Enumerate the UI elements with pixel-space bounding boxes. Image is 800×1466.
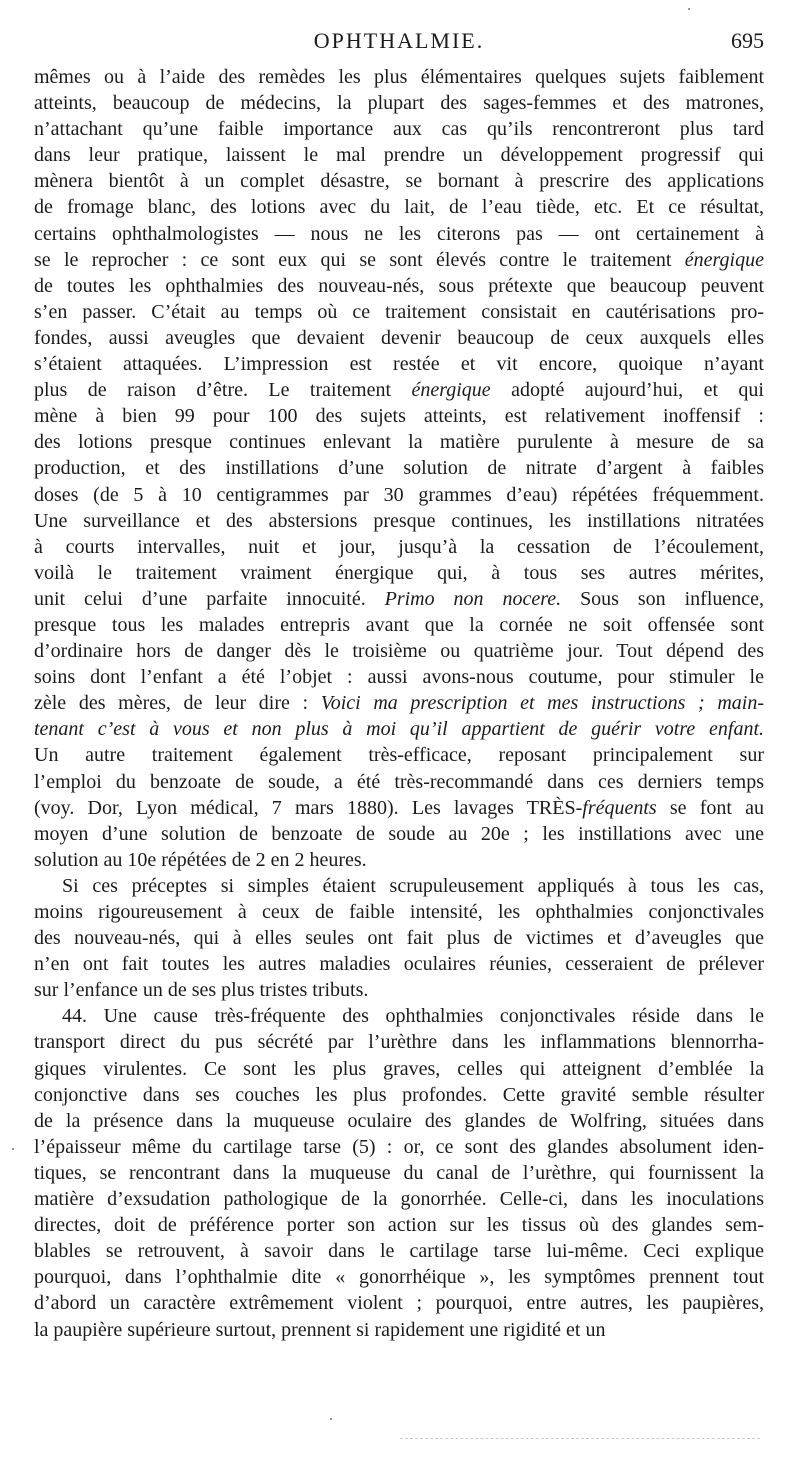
text-line: d’ordinaire hors de danger dès le troisième ou quatrième jour. Tout dépend des [34, 640, 764, 663]
text-line: se le reprocher : ce sont eux qui se sont élevés contre le traitement énergique [34, 248, 764, 271]
page-number: 695 [731, 28, 764, 53]
text-line: matière d’exsudation pathologique de la gonorrhée. Celle-ci, dans les inoculations [34, 1188, 764, 1211]
text-line: 44. Une cause très-fréquente des ophthalmies conjonctivales réside dans le [62, 1005, 764, 1028]
text-line: pourquoi, dans l’ophthalmie dite « gonorrhéique », les symptômes prennent tout [34, 1266, 764, 1289]
text-line: soins dont l’enfant a été l’objet : aussi avons-nous coutume, pour stimuler le [34, 666, 764, 689]
text-line: de toutes les ophthalmies des nouveau-nés, sous prétexte que beaucoup peuvent [34, 274, 764, 297]
text-line: mènera bientôt à un complet désastre, se bornant à prescrire des applications [34, 170, 764, 193]
print-speck [330, 1418, 332, 1420]
text-line: Un autre traitement également très-efficace, reposant principalement sur [34, 744, 764, 767]
text-line: Une surveillance et des abstersions presque continues, les instillations nitratées [34, 509, 764, 532]
text-line: atteints, beaucoup de médecins, la plupart des sages-femmes et des matrones, [34, 92, 764, 115]
text-line: sur l’enfance un de ses plus tristes tributs. [34, 979, 369, 1002]
text-line: zèle des mères, de leur dire : Voici ma prescription et mes instructions ; main- [34, 692, 764, 715]
text-line: fondes, aussi aveugles que devaient devenir beaucoup de ceux auxquels elles [34, 326, 764, 349]
text-line: moyen d’une solution de benzoate de soude au 20e ; les instillations avec une [34, 822, 764, 845]
text-line: l’épaisseur même du cartilage tarse (5) : or, ce sont des glandes absolument iden- [34, 1135, 764, 1158]
text-line: tiques, se rencontrant dans la muqueuse du canal de l’urèthre, qui fournissent la [34, 1161, 764, 1184]
text-line: la paupière supérieure surtout, prennent si rapidement une rigidité et un [34, 1318, 606, 1341]
text-line: l’emploi du benzoate de soude, a été très-recommandé dans ces derniers temps [34, 770, 764, 793]
text-line: doses (de 5 à 10 centigrammes par 30 grammes d’eau) répétées fréquemment. [34, 483, 764, 506]
text-line: certains ophthalmologistes — nous ne les citerons pas — ont certainement à [34, 222, 764, 245]
text-line: blables se retrouvent, à savoir dans le cartilage tarse lui-même. Ceci explique [34, 1240, 764, 1263]
text-line: à courts intervalles, nuit et jour, jusqu’à la cessation de l’écoulement, [34, 535, 764, 558]
text-line: tenant c’est à vous et non plus à moi qu’il appartient de guérir votre enfant. [34, 718, 764, 741]
text-line: (voy. Dor, Lyon médical, 7 mars 1880). Les lavages TRÈS-fréquents se font au [34, 796, 764, 819]
text-line: unit celui d’une parfaite innocuité. Primo non nocere. Sous son influence, [34, 587, 764, 610]
text-line: n’attachant qu’une faible importance aux cas qu’ils rencontreront plus tard [34, 118, 764, 141]
text-line: directes, doit de préférence porter son action sur les tissus où des glandes sem- [34, 1214, 764, 1237]
text-line: moins rigoureusement à ceux de faible intensité, les ophthalmies conjonctivales [34, 901, 764, 923]
print-artifact-line [400, 1438, 760, 1441]
text-line: plus de raison d’être. Le traitement énergique adopté aujourd’hui, et qui [34, 379, 764, 402]
running-header [34, 28, 764, 58]
text-line: mêmes ou à l’aide des remèdes les plus élémentaires quelques sujets faiblement [34, 66, 764, 88]
text-line: mène à bien 99 pour 100 des sujets atteints, est relativement inoffensif : [34, 405, 764, 428]
print-speck [12, 1148, 14, 1150]
text-line: transport direct du pus sécrété par l’urèthre dans les inflammations blennorrha- [34, 1031, 764, 1054]
text-line: de la présence dans la muqueuse oculaire des glandes de Wolfring, situées dans [34, 1109, 764, 1132]
body-text [34, 64, 764, 1343]
text-line: d’abord un caractère extrêmement violent ; pourquoi, entre autres, les paupières, [34, 1292, 764, 1315]
page-title: OPHTHALMIE. [313, 28, 485, 53]
text-line: solution au 10e répétées de 2 en 2 heures. [34, 848, 367, 871]
text-line: n’en ont fait toutes les autres maladies oculaires réunies, cesseraient de prélever [34, 953, 764, 976]
text-line: s’étaient attaquées. L’impression est restée et vit encore, quoique n’ayant [34, 353, 764, 376]
text-line: de fromage blanc, des lotions avec du lait, de l’eau tiède, etc. Et ce résultat, [34, 196, 764, 219]
text-line: voilà le traitement vraiment énergique qui, à tous ses autres mérites, [34, 561, 764, 584]
text-line: giques virulentes. Ce sont les plus graves, celles qui atteignent d’emblée la [34, 1057, 764, 1080]
text-line: conjonctive dans ses couches les plus profondes. Cette gravité semble résulter [34, 1083, 764, 1106]
text-line: presque tous les malades entrepris avant que la cornée ne soit offensée sont [34, 613, 764, 636]
text-line: des lotions presque continues enlevant la matière purulente à mesure de sa [34, 431, 764, 454]
text-line: s’en passer. C’était au temps où ce traitement consistait en cautérisations pro- [34, 300, 764, 323]
text-line: production, et des instillations d’une solution de nitrate d’argent à faibles [34, 457, 764, 480]
text-line: Si ces préceptes si simples étaient scrupuleusement appliqués à tous les cas, [62, 874, 764, 897]
text-line: dans leur pratique, laissent le mal prendre un développement progressif qui [34, 144, 764, 167]
print-speck [688, 8, 690, 10]
text-line: des nouveau-nés, qui à elles seules ont fait plus de victimes et d’aveugles que [34, 927, 764, 950]
